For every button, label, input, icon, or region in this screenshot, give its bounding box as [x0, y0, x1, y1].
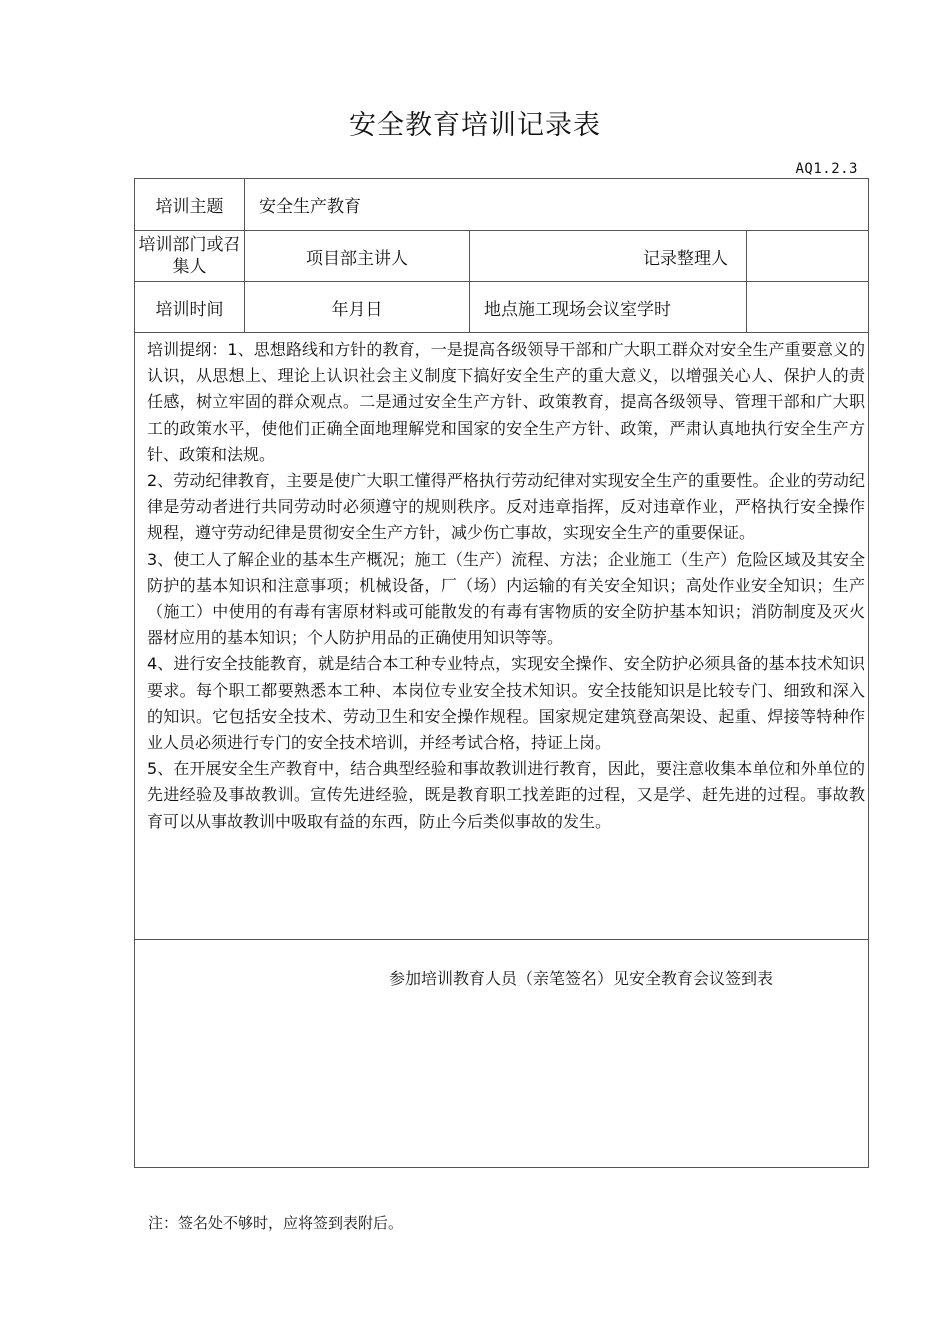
hours-value[interactable] — [747, 282, 868, 332]
lecturer-label: 项目部主讲人 — [306, 248, 408, 269]
outline-paragraph: 4、进行安全技能教育，就是结合本工种专业特点，实现安全操作、安全防护必须具备的基本技术知识要求。每个职工都要熟悉本工种、本岗位专业安全技术知识。安全技能知识是比较专门、细致和深入的知识。它包括安全技术、劳动卫生和安全操作规程。国家规定建筑登高架设、起重、焊接等特种作业人员必须进行专门的安全技术培训，并经考试合格，持证上岗。 — [147, 654, 865, 753]
outline-paragraph: 3、使工人了解企业的基本生产概况；施工（生产）流程、方法；企业施工（生产）危险区域及其安全防护的基本知识和注意事项；机械设备，厂（场）内运输的有关安全知识；高处作业安全知识；生产（施工）中使用的有毒有害原材料或可能散发的有毒有害物质的安全防护基本知识；消防制度及灭火器材应用的基本知识；个人防护用品的正确使用知识等等。 — [147, 549, 865, 648]
recorder-label: 记录整理人 — [643, 248, 728, 269]
form-code: AQ1.2.3 — [795, 161, 858, 177]
recorder-value[interactable] — [747, 231, 868, 281]
signature-section-text: 参加培训教育人员（亲笔签名）见安全教育会议签到表 — [389, 969, 774, 988]
footer-note: 注：签名处不够时，应将签到表附后。 — [148, 1214, 404, 1232]
topic-value: 安全生产教育 — [259, 197, 361, 217]
outline-paragraph: 5、在开展安全生产教育中，结合典型经验和事故教训进行教育，因此，要注意收集本单位和外单位的先进经验及事故教训。宣传先进经验，既是教育职工找差距的过程，又是学、赶先进的过程。事故教育可以从事故教训中吸取有益的东西，防止今后类似事故的发生。 — [147, 759, 865, 831]
outline-paragraph: 2、劳动纪律教育，主要是使广大职工懂得严格执行劳动纪律对实现安全生产的重要性。企业的劳动纪律是劳动者进行共同劳动时必须遵守的规则秩序。反对违章指挥，反对违章作业，严格执行安全操作规程，遵守劳动纪律是贯彻安全生产方针，减少伤亡事故，实现安全生产的重要保证。 — [147, 471, 865, 543]
row-divider — [134, 939, 869, 940]
outline-paragraph: 培训提纲：1、思想路线和方针的教育，一是提高各级领导干部和广大职工群众对安全生产重要意义的认识，从思想上、理论上认识社会主义制度下搞好安全生产的重大意义，以增强关心人、保护人的责任感，树立牢固的群众观点。二是通过安全生产方针、政策教育，提高各级领导、管理干部和广大职工的政策水平，使他们正确全面地理解党和国家的安全生产方针、政策，严肃认真地执行安全生产方针、政策和法规。 — [147, 340, 865, 464]
date-value: 年月日 — [331, 299, 383, 320]
training-outline — [147, 337, 865, 835]
dept-label: 培训部门或召集人 — [138, 235, 241, 277]
page-title: 安全教育培训记录表 — [349, 110, 601, 141]
location-value: 地点施工现场会议室学时 — [484, 299, 671, 320]
time-label: 培训时间 — [155, 299, 224, 320]
topic-label: 培训主题 — [155, 197, 224, 217]
